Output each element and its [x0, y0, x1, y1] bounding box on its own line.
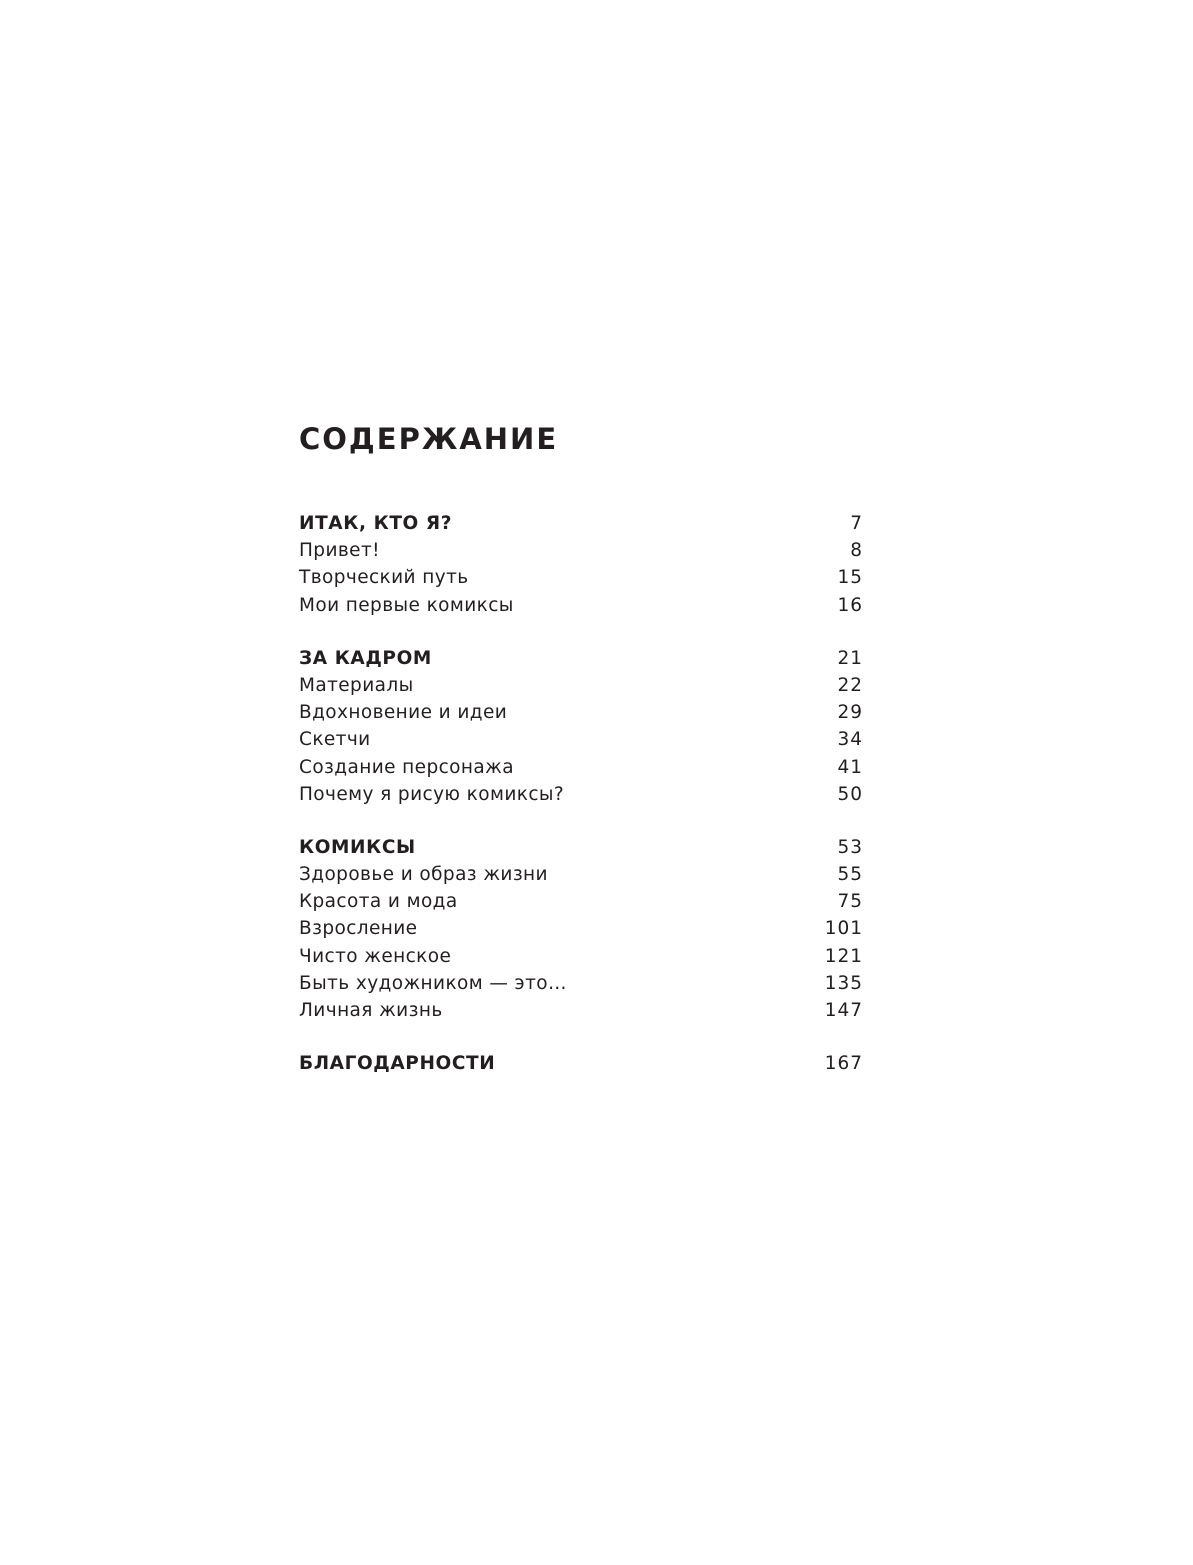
page-number: 101 [824, 918, 863, 940]
entry-label: Почему я рисую комиксы? [299, 783, 565, 805]
toc-section-heading[interactable] [299, 1050, 863, 1077]
page-number: 147 [824, 1000, 863, 1021]
toc-entry[interactable] [299, 537, 863, 564]
toc-section-heading[interactable] [299, 834, 863, 861]
entry-label: Материалы [299, 674, 414, 696]
entry-label: Мои первые комиксы [299, 594, 514, 616]
entry-label: Чисто женское [299, 945, 452, 967]
page-number: 22 [837, 674, 863, 696]
toc-entry[interactable] [299, 888, 863, 915]
toc-entry[interactable] [299, 726, 863, 753]
entry-label: Взросление [299, 918, 418, 940]
toc-entry[interactable] [299, 997, 863, 1024]
page-number: 135 [824, 972, 863, 994]
page-number: 21 [837, 647, 863, 669]
section-heading-label: ЗА КАДРОМ [299, 647, 432, 669]
toc-section [299, 645, 863, 808]
page-number: 53 [837, 836, 863, 858]
toc-entry[interactable] [299, 592, 863, 619]
page-number: 50 [837, 783, 863, 805]
entry-label: Скетчи [299, 729, 371, 751]
toc-sections [299, 510, 863, 1077]
toc-section [299, 510, 863, 619]
toc-entry[interactable] [299, 564, 863, 591]
toc-entry[interactable] [299, 781, 863, 808]
page-number: 15 [837, 567, 863, 589]
entry-label: Быть художником — это… [299, 972, 567, 994]
page-number: 8 [850, 540, 863, 562]
toc-entry[interactable] [299, 699, 863, 726]
section-heading-label: ИТАК, КТО Я? [299, 513, 453, 534]
toc-section-heading[interactable] [299, 645, 863, 672]
entry-label: Личная жизнь [299, 1000, 443, 1021]
toc-entry[interactable] [299, 915, 863, 942]
page-number: 29 [837, 702, 863, 724]
table-of-contents [299, 418, 863, 1077]
toc-title: СОДЕРЖАНИЕ [299, 422, 559, 456]
entry-label: Привет! [299, 540, 380, 562]
entry-label: Здоровье и образ жизни [299, 864, 548, 886]
page-number: 41 [837, 756, 863, 778]
toc-entry[interactable] [299, 754, 863, 781]
entry-label: Создание персонажа [299, 756, 514, 778]
page-number: 75 [837, 891, 863, 913]
toc-entry[interactable] [299, 861, 863, 888]
toc-section-heading[interactable] [299, 510, 863, 537]
toc-section [299, 834, 863, 1024]
toc-section [299, 1050, 863, 1077]
entry-label: Красота и мода [299, 891, 458, 913]
page-number: 34 [837, 729, 863, 751]
page-number: 16 [837, 594, 863, 616]
entry-label: Творческий путь [299, 567, 469, 589]
page-number: 167 [824, 1053, 863, 1075]
page-number: 55 [837, 864, 863, 886]
entry-label: Вдохновение и идеи [299, 702, 508, 724]
page-number: 7 [850, 513, 863, 534]
toc-entry[interactable] [299, 970, 863, 997]
section-heading-label: БЛАГОДАРНОСТИ [299, 1053, 496, 1075]
page-number: 121 [824, 945, 863, 967]
toc-entry[interactable] [299, 943, 863, 970]
section-heading-label: КОМИКСЫ [299, 836, 416, 858]
toc-entry[interactable] [299, 672, 863, 699]
